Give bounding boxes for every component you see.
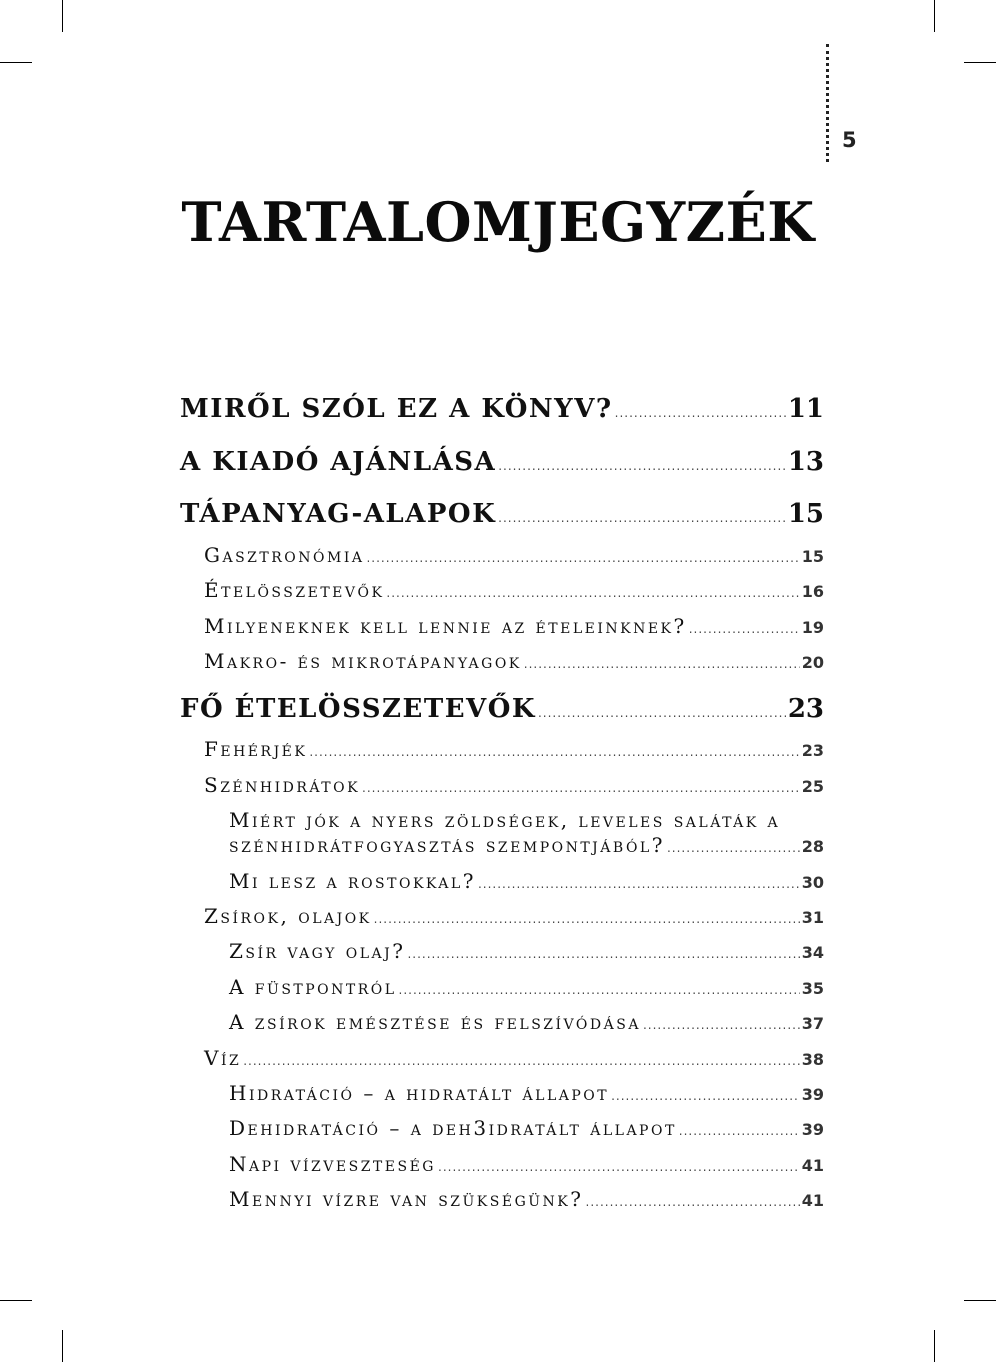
toc-entry[interactable]: [229, 869, 824, 897]
toc-entry-label: FŐ ÉTELÖSSZETEVŐK: [180, 694, 536, 724]
toc-entry[interactable]: [204, 737, 824, 765]
toc-entry-page: 19: [801, 618, 824, 637]
toc-entry-page: 35: [801, 979, 824, 998]
toc-entry-label: Zsír vagy olaj?: [229, 939, 406, 963]
toc-entry-label: Makro- és mikrotápanyagok: [204, 649, 522, 673]
toc-leader-dots: [399, 983, 800, 997]
toc-entry-label: Dehidratáció – a deh3idratált állapot: [229, 1116, 677, 1140]
toc-entry-page: 37: [801, 1014, 824, 1033]
toc-entry[interactable]: [229, 1187, 824, 1215]
toc-entry[interactable]: [180, 694, 824, 734]
toc-entry-label: A füstpontról: [229, 975, 397, 999]
toc-entry[interactable]: [229, 833, 824, 861]
toc-leader-dots: [386, 586, 799, 600]
toc-entry-label: MIRŐL SZÓL EZ A KÖNYV?: [180, 394, 613, 424]
crop-mark: [964, 62, 996, 63]
toc-entry-label-line1[interactable]: Miért jók a nyers zöldségek, leveles saláták a: [229, 808, 781, 832]
toc-leader-dots: [478, 877, 800, 891]
toc-leader-dots: [407, 947, 799, 961]
toc-entry-label: Gasztronómia: [204, 543, 365, 567]
toc-entry-page: 23: [801, 741, 824, 760]
crop-mark: [62, 1330, 63, 1362]
toc-entry-page: 39: [801, 1120, 824, 1139]
toc-entry-label: Víz: [204, 1046, 242, 1070]
toc-leader-dots: [438, 1160, 800, 1174]
toc-entry-page: 41: [801, 1191, 824, 1210]
toc-leader-dots: [538, 706, 786, 720]
toc-entry-page: 41: [801, 1156, 824, 1175]
toc-entry[interactable]: [180, 499, 824, 539]
toc-entry-label: Szénhidrátok: [204, 773, 361, 797]
toc-entry-page: 31: [801, 908, 824, 927]
toc-entry-label: Ételösszetevők: [204, 578, 385, 602]
toc-entry[interactable]: [229, 1152, 824, 1180]
toc-leader-dots: [615, 406, 786, 420]
toc-entry-page: 34: [801, 943, 824, 962]
toc-entry-label: Mi lesz a rostokkal?: [229, 869, 476, 893]
toc-entry-label: A zsírok emésztése és felszívódása: [229, 1010, 641, 1034]
toc-entry-label: Mennyi vízre van szükségünk?: [229, 1187, 584, 1211]
crop-mark: [0, 1300, 32, 1301]
crop-mark: [62, 0, 63, 32]
toc-entry[interactable]: [229, 1010, 824, 1038]
toc-entry-page: 23: [787, 694, 824, 724]
crop-mark: [0, 62, 32, 63]
toc-entry[interactable]: [204, 904, 824, 932]
toc-entry[interactable]: [229, 1081, 824, 1109]
toc-leader-dots: [689, 622, 800, 636]
toc-entry-page: 39: [801, 1085, 824, 1104]
toc-leader-dots: [643, 1018, 800, 1032]
toc-leader-dots: [679, 1124, 800, 1138]
toc-entry-label: szénhidrátfogyasztás szempontjából?: [229, 833, 665, 857]
toc-entry-page: 13: [787, 447, 824, 477]
toc-entry-page: 11: [787, 394, 824, 424]
toc-entry[interactable]: [204, 773, 824, 801]
toc-entry[interactable]: [204, 578, 824, 606]
toc-leader-dots: [586, 1195, 800, 1209]
toc-entry[interactable]: [204, 1046, 824, 1074]
toc-entry-label: Hidratáció – a hidratált állapot: [229, 1081, 610, 1105]
toc-leader-dots: [243, 1054, 800, 1068]
toc-entry-label: A KIADÓ AJÁNLÁSA: [180, 447, 497, 477]
toc-entry[interactable]: [204, 649, 824, 677]
toc-leader-dots: [366, 551, 799, 565]
toc-entry-page: 15: [787, 499, 824, 529]
toc-leader-dots: [309, 745, 799, 759]
toc-entry[interactable]: [229, 939, 824, 967]
toc-entry-label: Fehérjék: [204, 737, 308, 761]
toc-entry-label: Milyeneknek kell lennie az ételeinknek?: [204, 614, 687, 638]
page-number: 5: [842, 128, 857, 152]
toc-entry[interactable]: [204, 543, 824, 571]
page-number-rule: [826, 44, 829, 162]
toc-entry[interactable]: [229, 975, 824, 1003]
toc-entry-label: Napi vízveszteség: [229, 1152, 436, 1176]
toc-entry-page: 38: [801, 1050, 824, 1069]
toc-leader-dots: [498, 459, 786, 473]
toc-entry-page: 15: [801, 547, 824, 566]
toc-entry[interactable]: [204, 614, 824, 642]
toc-entry-page: 30: [801, 873, 824, 892]
toc-entry[interactable]: [180, 447, 824, 487]
toc-leader-dots: [498, 511, 786, 525]
crop-mark: [934, 1330, 935, 1362]
toc-entry-page: 20: [801, 653, 824, 672]
toc-entry-page: 25: [801, 777, 824, 796]
toc-entry[interactable]: [229, 1116, 824, 1144]
toc-entry-label: TÁPANYAG-ALAPOK: [180, 499, 497, 529]
toc-entry-page: 28: [801, 837, 824, 856]
crop-mark: [934, 0, 935, 32]
toc-leader-dots: [374, 912, 800, 926]
toc-entry[interactable]: [180, 394, 824, 434]
toc-leader-dots: [667, 841, 800, 855]
toc-entry-page: 16: [801, 582, 824, 601]
page-title: TARTALOMJEGYZÉK: [181, 190, 815, 254]
toc-leader-dots: [611, 1089, 800, 1103]
toc-leader-dots: [524, 657, 800, 671]
toc-entry-label: Zsírok, olajok: [204, 904, 372, 928]
toc-leader-dots: [362, 781, 800, 795]
crop-mark: [964, 1300, 996, 1301]
